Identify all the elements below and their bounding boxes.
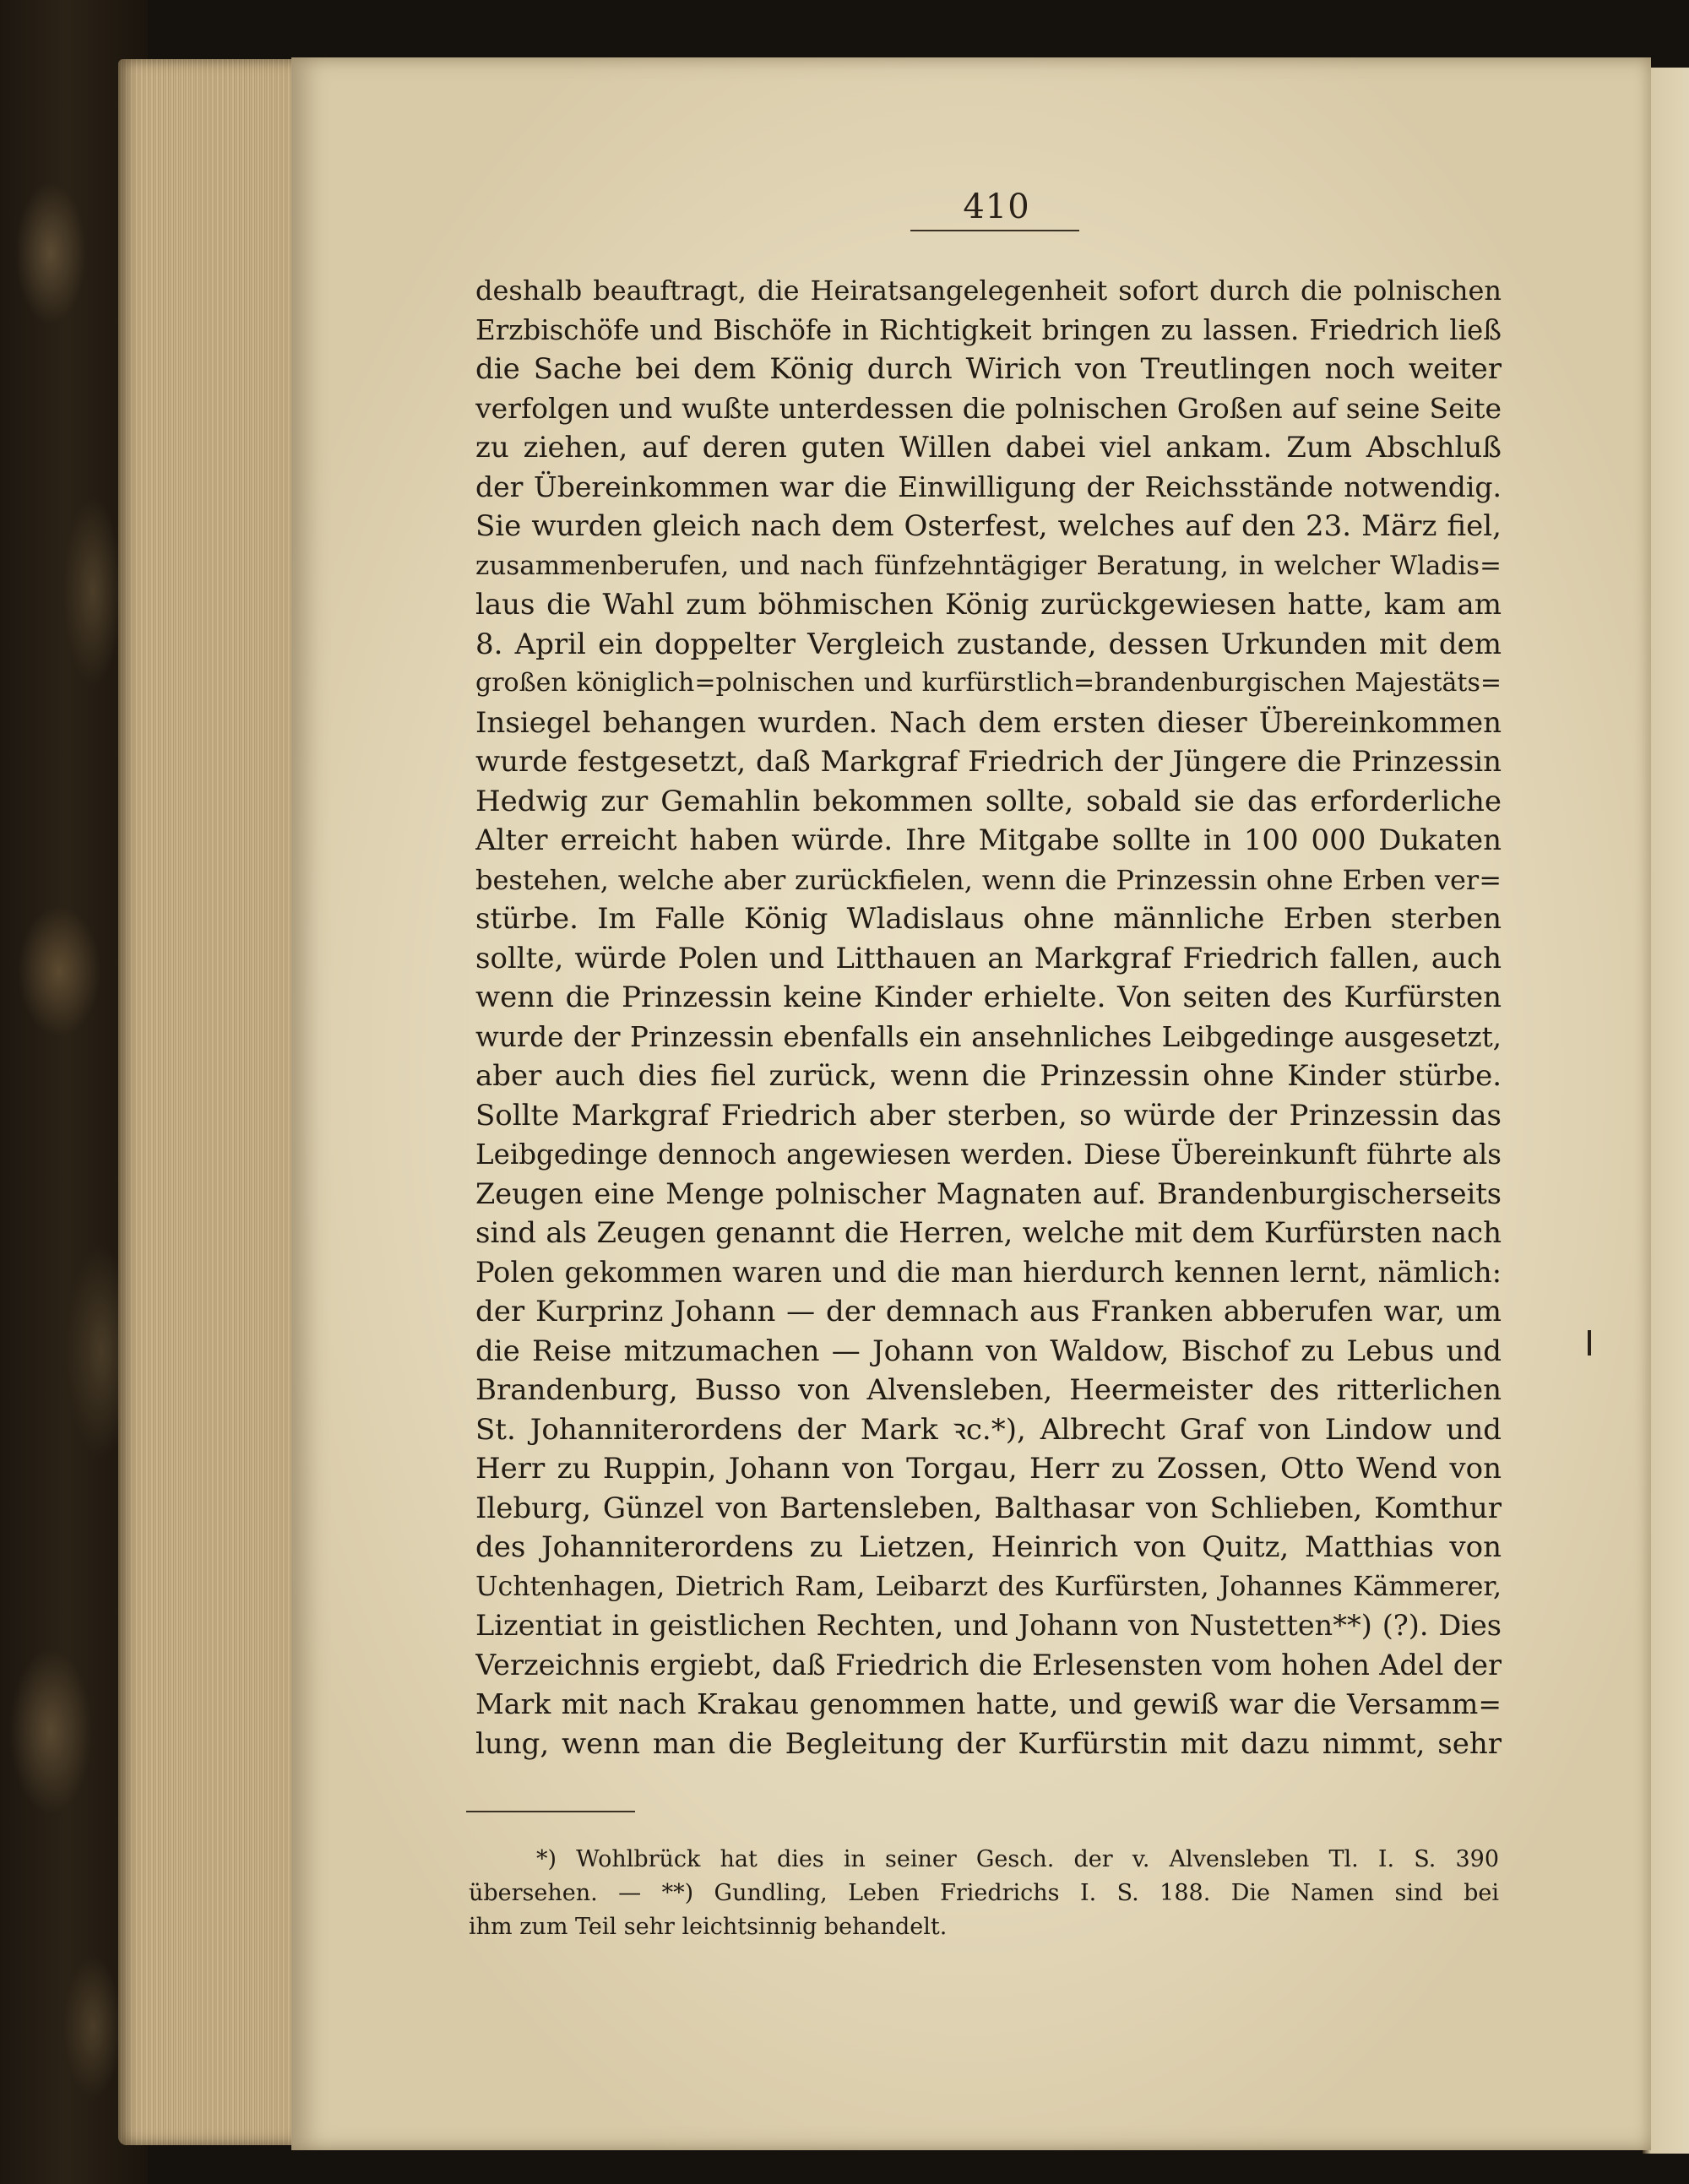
text-line: wenn die Prinzessin keine Kinder erhielte. Von seiten des Kurfürsten — [475, 981, 1502, 1014]
text-line: Herr zu Ruppin, Johann von Torgau, Herr zu Zossen, Otto Wend von — [475, 1452, 1502, 1486]
text-line: Uchtenhagen, Dietrich Ram, Leibarzt des Kurfürsten, Johannes Kämmerer, — [475, 1571, 1502, 1602]
text-line: 8. April ein doppelter Vergleich zustande, dessen Urkunden mit dem — [475, 627, 1502, 661]
text-line: bestehen, welche aber zurückfielen, wenn die Prinzessin ohne Erben ver= — [475, 863, 1502, 896]
text-line: sind als Zeugen genannt die Herren, welche mit dem Kurfürsten nach — [475, 1216, 1502, 1250]
text-line: Hedwig zur Gemahlin bekommen sollte, sobald sie das erforderliche — [475, 784, 1502, 818]
text-line: zu ziehen, auf deren guten Willen dabei viel ankam. Zum Abschluß — [475, 431, 1502, 465]
text-line: verfolgen und wußte unterdessen die polnischen Großen auf seine Seite — [475, 391, 1502, 425]
text-line: Lizentiat in geistlichen Rechten, und Johann von Nustetten**) (?). Dies — [475, 1609, 1502, 1642]
text-line: die Reise mitzumachen — Johann von Waldow, Bischof zu Lebus und — [475, 1334, 1502, 1368]
text-line: St. Johanniterordens der Mark ꝛc.*), Albrecht Graf von Lindow und — [475, 1412, 1502, 1447]
text-line: Erzbischöfe und Bischöfe in Richtigkeit bringen zu lassen. Friedrich ließ — [475, 313, 1502, 346]
text-line: wurde der Prinzessin ebenfalls ein ansehnliches Leibgedinge ausgesetzt, — [475, 1020, 1502, 1053]
text-line: zusammenberufen, und nach fünfzehntägiger Beratung, in welcher Wladis= — [475, 550, 1502, 581]
text-line: der Kurprinz Johann — der demnach aus Franken abberufen war, um — [475, 1295, 1502, 1328]
text-line: laus die Wahl zum böhmischen König zurückgewiesen hatte, kam am — [475, 588, 1502, 622]
text-line: großen königlich=polnischen und kurfürstlich=brandenburgischen Majestäts= — [475, 668, 1502, 698]
text-line: Verzeichnis ergiebt, daß Friedrich die Erlesensten vom hohen Adel der — [475, 1648, 1502, 1681]
text-line: wurde festgesetzt, daß Markgraf Friedrich der Jüngere die Prinzessin — [475, 745, 1502, 779]
text-line: Insiegel behangen wurden. Nach dem ersten dieser Übereinkommen — [475, 705, 1502, 740]
text-line: Brandenburg, Busso von Alvensleben, Heermeister des ritterlichen — [475, 1373, 1502, 1407]
footnote-line: übersehen. — **) Gundling, Leben Friedrichs I. S. 188. Die Namen sind bei — [469, 1880, 1499, 1906]
text-line: Alter erreicht haben würde. Ihre Mitgabe sollte in 100 000 Dukaten — [475, 823, 1502, 857]
footnote-line: *) Wohlbrück hat dies in seiner Gesch. der v. Alvensleben Tl. I. S. 390 — [536, 1846, 1499, 1872]
text-line: die Sache bei dem König durch Wirich von Treutlingen noch weiter — [475, 352, 1502, 386]
page-number: 410 — [963, 187, 1030, 226]
text-line: deshalb beauftragt, die Heiratsangelegenheit sofort durch die polnischen — [475, 274, 1502, 307]
text-line: sollte, würde Polen und Litthauen an Markgraf Friedrich fallen, auch — [475, 941, 1502, 975]
footnotes — [469, 1843, 1499, 1944]
text-line: lung, wenn man die Begleitung der Kurfürstin mit dazu nimmt, sehr — [475, 1726, 1502, 1761]
text-line: Sollte Markgraf Friedrich aber sterben, so würde der Prinzessin das — [475, 1098, 1502, 1133]
page-number-rule — [910, 230, 1079, 231]
margin-mark — [1588, 1330, 1591, 1355]
body-text — [475, 271, 1502, 1763]
text-line: Zeugen eine Menge polnischer Magnaten auf. Brandenburgischerseits — [475, 1176, 1502, 1210]
text-line: Mark mit nach Krakau genommen hatte, und gewiß war die Versamm= — [475, 1687, 1502, 1720]
text-line: Leibgedinge dennoch angewiesen werden. Diese Übereinkunft führte als — [475, 1138, 1502, 1171]
text-line: aber auch dies fiel zurück, wenn die Prinzessin ohne Kinder stürbe. — [475, 1059, 1502, 1093]
footnote-rule — [466, 1811, 635, 1812]
text-line: Sie wurden gleich nach dem Osterfest, welches auf den 23. März fiel, — [475, 509, 1502, 543]
text-line: Ileburg, Günzel von Bartensleben, Balthasar von Schlieben, Komthur — [475, 1491, 1502, 1525]
text-line: stürbe. Im Falle König Wladislaus ohne männliche Erben sterben — [475, 902, 1502, 936]
text-line: der Übereinkommen war die Einwilligung der Reichsstände notwendig. — [475, 470, 1502, 503]
page-edges — [118, 59, 312, 2145]
text-line: Polen gekommen waren und die man hierdurch kennen lernt, nämlich: — [475, 1255, 1502, 1289]
text-line: des Johanniterordens zu Lietzen, Heinrich von Quitz, Matthias von — [475, 1530, 1502, 1564]
footnote-line: ihm zum Teil sehr leichtsinnig behandelt. — [469, 1914, 948, 1940]
